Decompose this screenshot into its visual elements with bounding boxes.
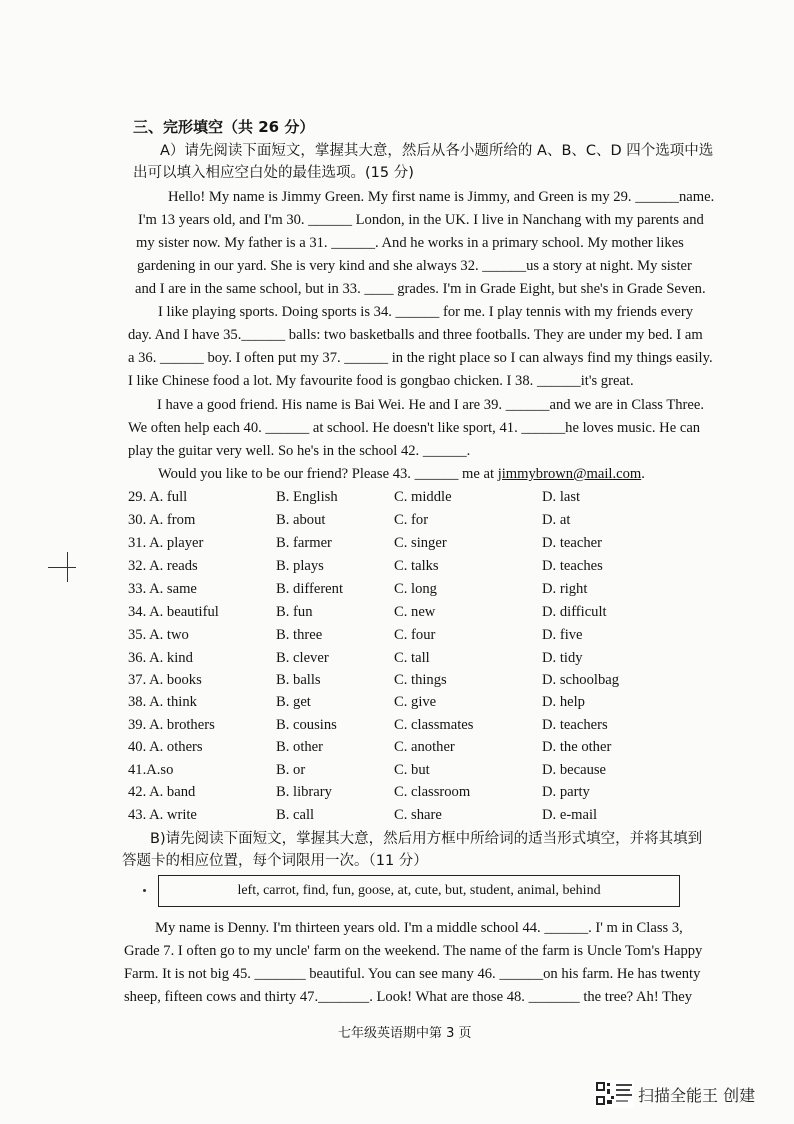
option-c: C. another: [394, 739, 455, 755]
option-c: C. new: [394, 604, 436, 620]
option-a: 38. A. think: [128, 694, 197, 710]
option-a: 40. A. others: [128, 739, 203, 755]
option-b: B. library: [276, 784, 332, 800]
option-a: 30. A. from: [128, 512, 196, 528]
option-d: D. the other: [542, 739, 612, 755]
passage-line: day. And I have 35.______ balls: two basketballs and three footballs. They are under my bed. I am: [128, 327, 703, 343]
option-c: C. classmates: [394, 717, 474, 733]
email-address: jimmybrown@mail.com: [497, 466, 642, 482]
part-a-instruction-line1: A）请先阅读下面短文，掌握其大意，然后从各小题所给的 A、B、C、D 四个选项中选: [160, 143, 714, 159]
bullet-dot: [143, 889, 146, 892]
option-a: 31. A. player: [128, 535, 204, 551]
option-b: B. cousins: [276, 717, 337, 733]
option-d: D. last: [542, 489, 581, 505]
option-d: D. five: [542, 627, 583, 643]
option-a: 41.A.so: [128, 762, 174, 778]
passage-line: sheep, fifteen cows and thirty 47._______. Look! What are those 48. _______ the tree? Ah! They: [124, 989, 693, 1005]
option-b: B. get: [276, 694, 311, 710]
option-d: D. at: [542, 512, 571, 528]
option-a: 37. A. books: [128, 672, 202, 688]
option-a: 33. A. same: [128, 581, 197, 597]
option-d: D. teacher: [542, 535, 602, 551]
option-a: 35. A. two: [128, 627, 189, 643]
option-d: D. party: [542, 784, 590, 800]
passage-line: Hello! My name is Jimmy Green. My first name is Jimmy, and Green is my 29. ______name.: [168, 189, 715, 205]
part-b-instruction-line2: 答题卡的相应位置，每个词限用一次。（11 分）: [122, 853, 428, 869]
section-heading: 三、完形填空（共 26 分）: [133, 118, 315, 136]
passage-line: and I are in the same school, but in 33. ____ grades. I'm in Grade Eight, but she's in Grade Seven.: [135, 281, 706, 297]
option-a: 29. A. full: [128, 489, 188, 505]
option-a: 42. A. band: [128, 784, 196, 800]
passage-line: play the guitar very well. So he's in the school 42. ______.: [128, 443, 471, 459]
scanner-logo-icon: [594, 1080, 634, 1108]
option-c: C. share: [394, 807, 442, 823]
option-d: D. e-mail: [542, 807, 598, 823]
option-b: B. plays: [276, 558, 324, 574]
option-a: 32. A. reads: [128, 558, 198, 574]
option-c: C. four: [394, 627, 436, 643]
option-c: C. singer: [394, 535, 447, 551]
option-d: D. teachers: [542, 717, 608, 733]
option-b: B. about: [276, 512, 326, 528]
passage-text: Would you like to be our friend? Please 43. ______ me at: [158, 466, 498, 482]
option-d: D. because: [542, 762, 607, 778]
option-d: D. help: [542, 694, 585, 710]
binding-mark: [67, 552, 68, 582]
part-b-instruction-line1: B)请先阅读下面短文，掌握其大意，然后用方框中所给词的适当形式填空，并将其填到: [150, 831, 703, 847]
part-a-instruction-line2: 出可以填入相应空白处的最佳选项。(15 分): [133, 165, 414, 181]
passage-text: .: [641, 466, 645, 482]
passage-line: We often help each 40. ______ at school. He doesn't like sport, 41. ______he loves music. He can: [128, 420, 701, 436]
page-footer: 七年级英语期中第 3 页: [338, 1026, 472, 1041]
option-b: B. fun: [276, 604, 313, 620]
passage-line: Farm. It is not big 45. _______ beautiful. You can see many 46. ______on his farm. He has twenty: [124, 966, 701, 982]
option-c: C. classroom: [394, 784, 471, 800]
option-a: 39. A. brothers: [128, 717, 215, 733]
option-c: C. middle: [394, 489, 452, 505]
passage-line: My name is Denny. I'm thirteen years old. I'm a middle school 44. ______. I' m in Class 3,: [155, 920, 683, 936]
option-c: C. but: [394, 762, 430, 778]
option-d: D. right: [542, 581, 588, 597]
scanner-watermark: 扫描全能王 创建: [638, 1086, 756, 1105]
passage-line-last: [158, 463, 645, 486]
option-c: C. talks: [394, 558, 439, 574]
option-d: D. difficult: [542, 604, 607, 620]
option-c: C. long: [394, 581, 437, 597]
option-d: D. tidy: [542, 650, 583, 666]
passage-line: Grade 7. I often go to my uncle' farm on the weekend. The name of the farm is Uncle Tom's Happy: [124, 943, 703, 959]
passage-line: a 36. ______ boy. I often put my 37. ______ in the right place so I can always find my things easily.: [128, 350, 713, 366]
option-c: C. for: [394, 512, 429, 528]
passage-line: my sister now. My father is a 31. ______. And he works in a primary school. My mother likes: [136, 235, 684, 251]
binding-mark: [48, 567, 76, 568]
option-b: B. clever: [276, 650, 329, 666]
option-c: C. things: [394, 672, 447, 688]
option-a: 43. A. write: [128, 807, 197, 823]
option-b: B. call: [276, 807, 315, 823]
option-a: 34. A. beautiful: [128, 604, 219, 620]
passage-line: I like playing sports. Doing sports is 34. ______ for me. I play tennis with my friends every: [158, 304, 694, 320]
option-b: B. or: [276, 762, 306, 778]
option-b: B. English: [276, 489, 338, 505]
passage-line: gardening in our yard. She is very kind and she always 32. ______us a story at night. My sister: [137, 258, 692, 274]
option-b: B. three: [276, 627, 323, 643]
word-bank-box: left, carrot, find, fun, goose, at, cute, but, student, animal, behind: [158, 875, 680, 907]
option-d: D. schoolbag: [542, 672, 620, 688]
passage-line: I like Chinese food a lot. My favourite food is gongbao chicken. I 38. ______it's great.: [128, 373, 634, 389]
option-b: B. different: [276, 581, 344, 597]
passage-line: I have a good friend. His name is Bai Wei. He and I are 39. ______and we are in Class Three.: [157, 397, 705, 413]
option-b: B. other: [276, 739, 324, 755]
option-c: C. give: [394, 694, 437, 710]
option-a: 36. A. kind: [128, 650, 193, 666]
option-d: D. teaches: [542, 558, 603, 574]
option-b: B. balls: [276, 672, 321, 688]
passage-line: I'm 13 years old, and I'm 30. ______ London, in the UK. I live in Nanchang with my parents and: [138, 212, 704, 228]
option-b: B. farmer: [276, 535, 332, 551]
option-c: C. tall: [394, 650, 430, 666]
